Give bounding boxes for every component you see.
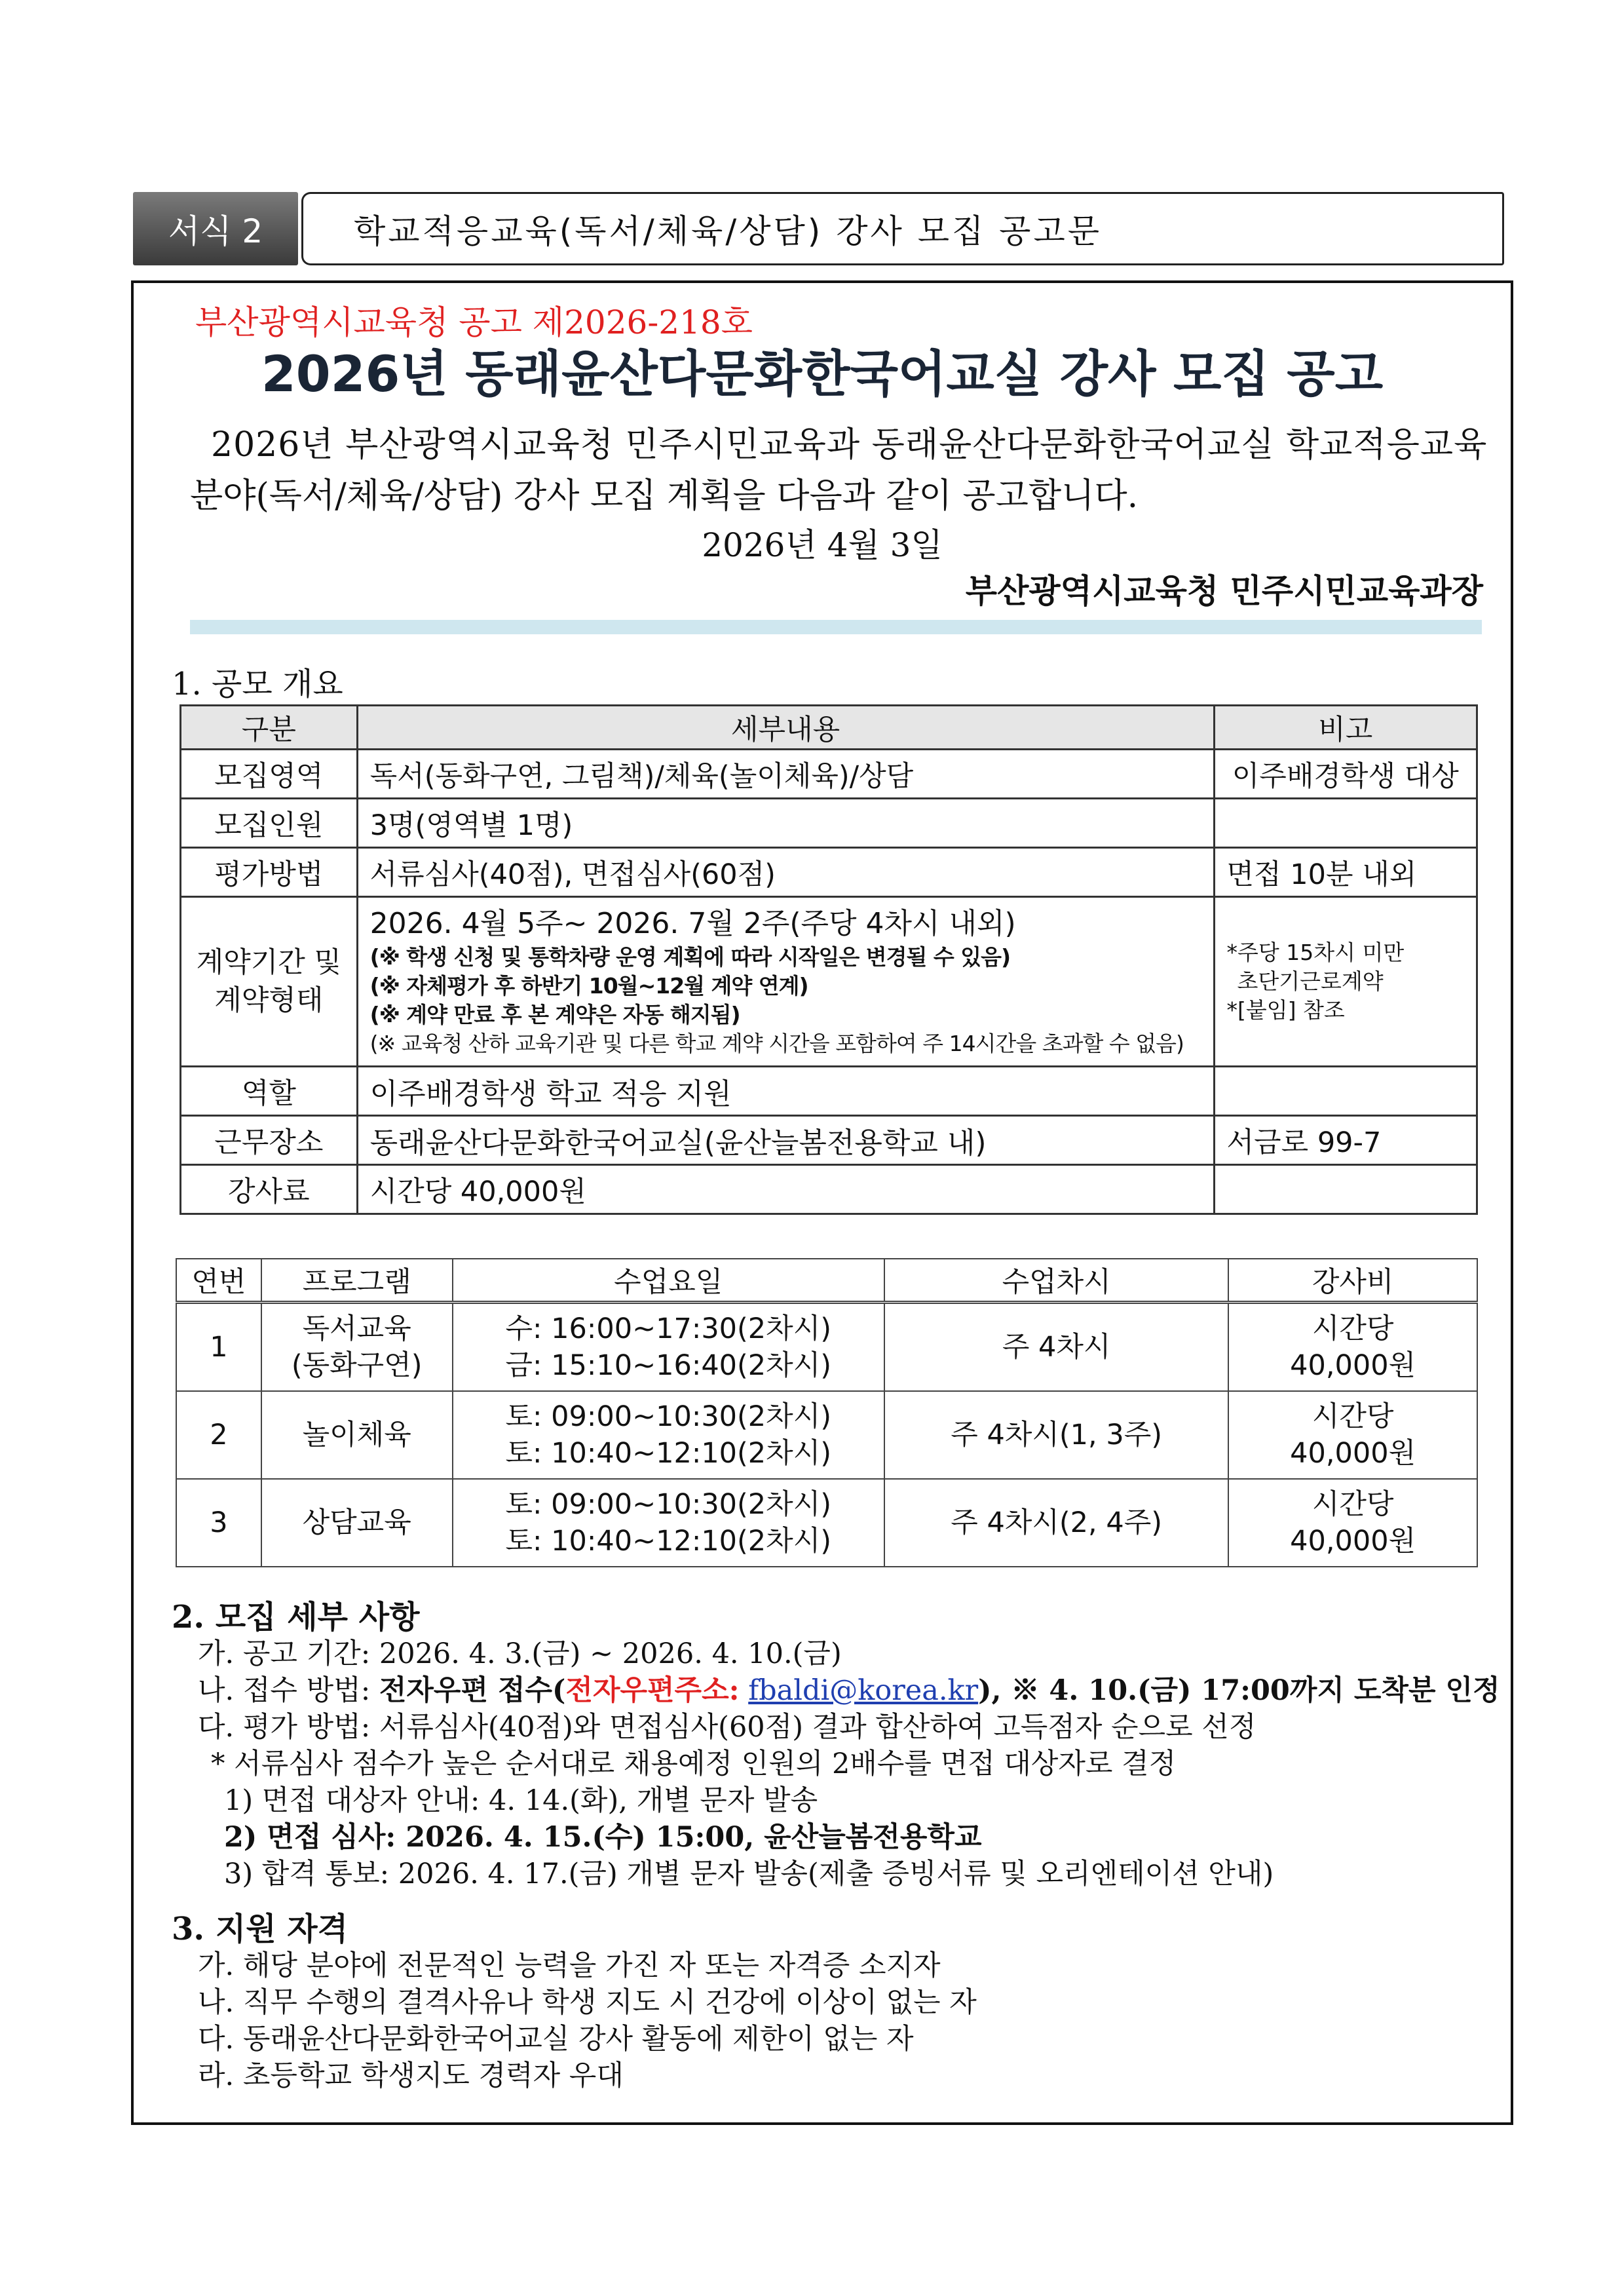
- contract-content: [357, 897, 1214, 1067]
- row-note: [1214, 799, 1477, 848]
- evaluation-note: * 서류심사 점수가 높은 순서대로 채용예정 인원의 2배수를 면접 대상자로 결정: [211, 1748, 1177, 1780]
- row-note: 면접 10분 내외: [1214, 848, 1477, 897]
- program-fee: [1228, 1303, 1477, 1392]
- column-header: 강사비: [1228, 1259, 1477, 1303]
- program-name-2: (동화구연): [291, 1349, 423, 1382]
- intro-line-2: 분야(독서/체육/상담) 강사 모집 계획을 다음과 같이 공고합니다.: [190, 476, 1139, 516]
- method-suffix: ), ※ 4. 10.(금) 17:00까지 도착분 인정: [978, 1674, 1500, 1707]
- section-1-heading: 1. 공모 개요: [172, 666, 343, 702]
- programs-table: [176, 1258, 1478, 1567]
- fee-amount: 40,000원: [1290, 1437, 1416, 1470]
- program-no: 1: [176, 1303, 261, 1392]
- program-days: [453, 1303, 885, 1392]
- issuer: 부산광역시교육청 민주시민교육과장: [965, 572, 1483, 610]
- table-row: [176, 1303, 1477, 1392]
- row-label: 강사료: [181, 1165, 358, 1214]
- column-header: 프로그램: [261, 1259, 453, 1303]
- table-row: [176, 1391, 1477, 1479]
- table-header-row: [181, 706, 1477, 750]
- method-email-label: 전자우편주소:: [565, 1674, 740, 1707]
- program-no: 2: [176, 1391, 261, 1479]
- fee-unit: 시간당: [1312, 1312, 1394, 1345]
- program-name-1: 독서교육: [302, 1312, 411, 1345]
- program-days: [453, 1391, 885, 1479]
- method-line: [172, 1672, 1500, 1709]
- fee-amount: 40,000원: [1290, 1349, 1416, 1382]
- page-title: 2026년 동래윤산다문화한국어교실 강사 모집 공고: [261, 345, 1384, 403]
- intro-line-1: 2026년 부산광역시교육청 민주시민교육과 동래윤산다문화한국어교실 학교적응교육: [211, 425, 1488, 465]
- overview-table: [179, 704, 1478, 1215]
- program-name: [261, 1303, 453, 1392]
- program-day: 토: 10:40~12:10(2차시): [505, 1437, 832, 1470]
- table-header-row: [176, 1259, 1477, 1303]
- contract-row: [181, 897, 1477, 1067]
- program-sessions: 주 4차시(1, 3주): [884, 1391, 1228, 1479]
- row-label: [181, 897, 358, 1067]
- row-label: 모집인원: [181, 799, 358, 848]
- step-line: 1) 면접 대상자 안내: 4. 14.(화), 개별 문자 발송: [224, 1784, 818, 1817]
- row-label: 모집영역: [181, 750, 358, 799]
- notice-date: 2026년 4월 3일: [702, 526, 943, 564]
- row-content: 3명(영역별 1명): [357, 799, 1214, 848]
- row-note: 서금로 99-7: [1214, 1116, 1477, 1165]
- qualification-item: 다. 동래윤산다문화한국어교실 강사 활동에 제한이 없는 자: [198, 2023, 914, 2056]
- column-header: 수업요일: [453, 1259, 885, 1303]
- divider: [190, 620, 1482, 634]
- method-prefix: 나. 접수 방법:: [198, 1674, 379, 1707]
- column-header: 수업차시: [884, 1259, 1228, 1303]
- contract-note: (※ 학생 신청 및 통학차량 운영 계획에 따라 시작일은 변경될 수 있음): [369, 944, 1011, 970]
- contract-period: 2026. 4월 5주~ 2026. 7월 2주(주당 4차시 내외): [369, 907, 1016, 940]
- contract-remark: [1214, 897, 1477, 1067]
- contract-label-2: 계약형태: [214, 984, 324, 1017]
- method-bold: 전자우편 접수(: [379, 1674, 566, 1707]
- remark-line: *[붙임] 참조: [1226, 997, 1345, 1023]
- remark-line: 초단기근로계약: [1237, 968, 1384, 994]
- remark-line: *주당 15차시 미만: [1226, 940, 1405, 965]
- row-content: 독서(동화구연, 그림책)/체육(놀이체육)/상담: [357, 750, 1214, 799]
- table-row: [176, 1479, 1477, 1567]
- details-section: [172, 1599, 1500, 2094]
- row-label: 평가방법: [181, 848, 358, 897]
- column-header: 연번: [176, 1259, 261, 1303]
- table-row: [181, 1116, 1477, 1165]
- row-content: 이주배경학생 학교 적응 지원: [357, 1067, 1214, 1116]
- program-day: 금: 15:10~16:40(2차시): [505, 1349, 832, 1382]
- qualification-item: 라. 초등학교 학생지도 경력자 우대: [198, 2059, 624, 2092]
- section-2-heading: 2. 모집 세부 사항: [172, 1599, 420, 1636]
- column-header: 비고: [1214, 706, 1477, 750]
- table-row: [181, 848, 1477, 897]
- form-title-text: 학교적응교육(독서/체육/상담) 강사 모집 공고문: [354, 212, 1103, 250]
- program-name: 놀이체육: [261, 1391, 453, 1479]
- program-day: 토: 10:40~12:10(2차시): [505, 1525, 832, 1558]
- program-fee: [1228, 1479, 1477, 1567]
- program-fee: [1228, 1391, 1477, 1479]
- fee-unit: 시간당: [1312, 1488, 1394, 1521]
- form-label: 서식 2: [133, 192, 298, 265]
- section-3-heading: 3. 지원 자격: [172, 1911, 349, 1947]
- program-sessions: 주 4차시(2, 4주): [884, 1479, 1228, 1567]
- qualification-item: 나. 직무 수행의 결격사유나 학생 지도 시 건강에 이상이 없는 자: [198, 1986, 977, 2019]
- fee-amount: 40,000원: [1290, 1525, 1416, 1558]
- program-no: 3: [176, 1479, 261, 1567]
- evaluation-line: 다. 평가 방법: 서류심사(40점)와 면접심사(60점) 결과 합산하여 고득점자 순으로 선정: [198, 1711, 1256, 1744]
- table-row: [181, 1165, 1477, 1214]
- row-note: 이주배경학생 대상: [1214, 750, 1477, 799]
- fee-unit: 시간당: [1312, 1400, 1394, 1433]
- row-content: 시간당 40,000원: [357, 1165, 1214, 1214]
- program-days: [453, 1479, 885, 1567]
- form-title: [314, 192, 1504, 265]
- contract-label-1: 계약기간 및: [196, 946, 341, 979]
- row-note: [1214, 1067, 1477, 1116]
- table-row: [181, 1067, 1477, 1116]
- row-content: 동래윤산다문화한국어교실(윤산늘봄전용학교 내): [357, 1116, 1214, 1165]
- period-line: 가. 공고 기간: 2026. 4. 3.(금) ~ 2026. 4. 10.(금): [198, 1637, 842, 1670]
- contract-note: (※ 계약 만료 후 본 계약은 자동 해지됨): [369, 1002, 740, 1027]
- contract-note: (※ 교육청 산하 교육기관 및 다른 학교 계약 시간을 포함하여 주 14시간을 초과할 수 없음): [369, 1031, 1184, 1056]
- program-day: 토: 09:00~10:30(2차시): [505, 1400, 832, 1433]
- row-label: 근무장소: [181, 1116, 358, 1165]
- row-label: 역할: [181, 1067, 358, 1116]
- program-sessions: 주 4차시: [884, 1303, 1228, 1392]
- row-content: 서류심사(40점), 면접심사(60점): [357, 848, 1214, 897]
- step-line: 2) 면접 심사: 2026. 4. 15.(수) 15:00, 윤산늘봄전용학교: [224, 1821, 982, 1854]
- intro-paragraph: [190, 419, 1494, 522]
- program-day: 수: 16:00~17:30(2차시): [505, 1312, 832, 1345]
- step-line: 3) 합격 통보: 2026. 4. 17.(금) 개별 문자 발송(제출 증빙서류 및 오리엔테이션 안내): [224, 1858, 1274, 1890]
- column-header: 구분: [181, 706, 358, 750]
- program-name: 상담교육: [261, 1479, 453, 1567]
- email-link[interactable]: fbaldi@korea.kr: [748, 1674, 979, 1707]
- column-header: 세부내용: [357, 706, 1214, 750]
- program-day: 토: 09:00~10:30(2차시): [505, 1488, 832, 1521]
- qualification-item: 가. 해당 분야에 전문적인 능력을 가진 자 또는 자격증 소지자: [198, 1949, 941, 1982]
- contract-note: (※ 자체평가 후 하반기 10월~12월 계약 연계): [369, 973, 808, 999]
- table-row: [181, 750, 1477, 799]
- notice-number: 부산광역시교육청 공고 제2026-218호: [195, 303, 753, 341]
- table-row: [181, 799, 1477, 848]
- row-note: [1214, 1165, 1477, 1214]
